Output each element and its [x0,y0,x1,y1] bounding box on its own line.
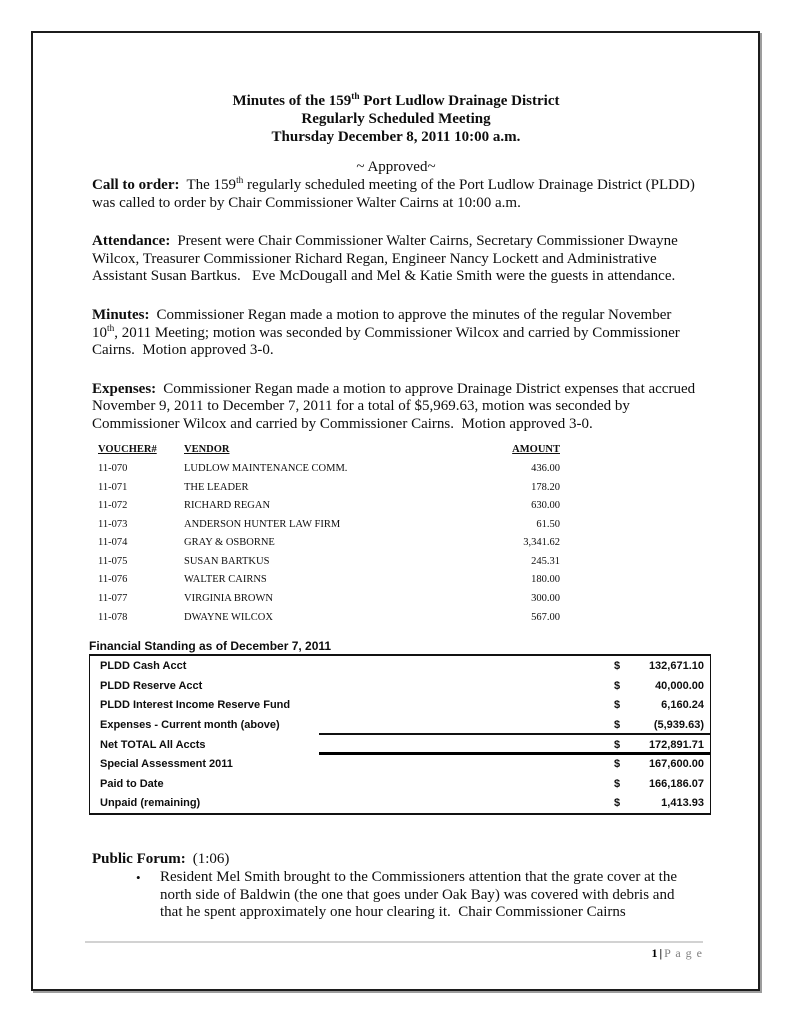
voucher-table [98,441,560,627]
currency-symbol: $ [614,738,621,751]
title-line-3: Thursday December 8, 2011 10:00 a.m. [271,129,521,145]
bullet-icon: • [136,870,141,886]
financial-row-label: Unpaid (remaining) [100,797,201,810]
vendor-name: THE LEADER [184,481,249,493]
vendor-name: DWAYNE WILCOX [184,611,273,623]
voucher-row [98,515,560,534]
financial-row-label: Net TOTAL All Accts [100,738,206,751]
currency-symbol: $ [614,758,621,771]
currency-symbol: $ [614,699,621,712]
document-content [31,31,760,922]
financial-row [90,735,710,755]
voucher-number: 11-078 [98,611,128,623]
attendance-label: Attendance: [92,233,171,250]
currency-symbol: $ [614,679,621,692]
financial-row [90,676,710,696]
currency-symbol: $ [614,797,621,810]
public-forum-heading [92,851,700,868]
attendance-paragraph: Attendance: Present were Chair Commissioner Walter Cairns, Secretary Commissioner Dwayne Wilcox, Treasurer Commissioner Richard Regan, Engineer Nancy Lockett and Administrative Assistant Susan Bartkus. Eve McDougall and Mel & Katie Smith were the guests in attendance. [92,233,682,285]
financial-row-label: Expenses - Current month (above) [100,719,280,732]
vendor-name: RICHARD REGAN [184,500,271,512]
public-forum-bullet [92,869,700,922]
voucher-amount: 178.20 [531,481,560,493]
vendor-name: VIRGINIA BROWN [184,593,273,605]
voucher-amount: 630.00 [531,500,560,512]
voucher-amount: 61.50 [536,518,560,530]
minutes-paragraph: Minutes: Commissioner Regan made a motion to approve the minutes of the regular November 10th, 2011 Meeting; motion was seconded by Commissioner Wilcox and carried by Commissioner Cairns. Motion approved 3-0. [92,306,684,359]
approved-stamp: ~ Approved~ [356,159,436,175]
ordinal-superscript: th [351,92,360,102]
expenses-paragraph: Expenses: Commissioner Regan made a motion to approve Drainage District expenses that accrued November 9, 2011 to December 7, 2011 for a total of $5,969.63, motion was seconded by Commissioner Wilcox and carried by Commissioner Cairns. Motion approved 3-0. [92,380,699,432]
financial-amount: 167,600.00 [648,758,704,771]
footer-pipe: | [659,946,663,960]
financial-standing-table [89,654,711,815]
voucher-row [98,478,560,497]
financial-amount: 172,891.71 [648,738,704,751]
vendor-name: ANDERSON HUNTER LAW FIRM [184,518,341,530]
financial-amount: 132,671.10 [648,660,704,673]
voucher-column-header: VOUCHER# [98,444,157,456]
financial-row-label: PLDD Cash Acct [100,660,187,673]
ordinal-superscript: th [107,323,115,334]
financial-row [90,754,710,774]
financial-amount: 166,186.07 [648,777,704,790]
document-title [92,92,700,146]
voucher-row [98,608,560,627]
minutes-label: Minutes: [92,306,150,323]
public-forum-label: Public Forum: [92,851,186,868]
currency-symbol: $ [614,777,621,790]
financial-amount: 40,000.00 [655,679,704,692]
title-line-2: Regularly Scheduled Meeting [301,111,491,127]
vendor-name: GRAY & OSBORNE [184,537,275,549]
voucher-number: 11-071 [98,481,128,493]
voucher-number: 11-076 [98,574,128,586]
voucher-amount: 300.00 [531,593,560,605]
bullet-text: Resident Mel Smith brought to the Commissioners attention that the grate cover at the north side of Baldwin (the one that goes under Oak Bay) was covered with debris and that he spent approximately one hour clearing it. Chair Commissioner Cairns [160,869,681,921]
voucher-row [98,552,560,571]
voucher-row [98,459,560,478]
voucher-number: 11-074 [98,537,128,549]
financial-row [90,774,710,794]
page-word: P a g e [664,946,703,960]
financial-row-label: PLDD Reserve Acct [100,679,203,692]
voucher-number: 11-077 [98,593,128,605]
voucher-row [98,571,560,590]
voucher-table-header [98,441,560,460]
currency-symbol: $ [614,719,621,732]
amount-column-header: AMOUNT [512,444,560,456]
financial-standing-title: Financial Standing as of December 7, 2011 [89,639,332,654]
public-forum-timestamp: (1:06) [192,851,230,868]
ordinal-superscript: th [236,176,244,186]
voucher-row [98,589,560,608]
voucher-amount: 436.00 [531,462,560,474]
financial-row-label: PLDD Interest Income Reserve Fund [100,699,291,712]
vendor-name: LUDLOW MAINTENANCE COMM. [184,462,348,474]
call-to-order-label: Call to order: [92,177,180,193]
title-line-1: Minutes of the 159th Port Ludlow Drainage District [232,92,560,109]
financial-row [90,715,710,735]
vendor-column-header: VENDOR [184,444,230,456]
page-number: 1 [651,946,658,960]
voucher-amount: 567.00 [531,611,560,623]
voucher-amount: 3,341.62 [523,537,560,549]
page-footer [85,941,703,961]
voucher-amount: 180.00 [531,574,560,586]
financial-row-label: Special Assessment 2011 [100,758,233,771]
voucher-amount: 245.31 [531,555,560,567]
financial-row [90,794,710,814]
vendor-name: SUSAN BARTKUS [184,555,270,567]
voucher-number: 11-070 [98,462,128,474]
financial-amount: 6,160.24 [661,699,704,712]
financial-row [90,696,710,716]
call-to-order-paragraph: Call to order: The 159th regularly scheduled meeting of the Port Ludlow Drainage District (PLDD) was called to order by Chair Commissioner Walter Cairns at 10:00 a.m. [92,176,699,211]
voucher-number: 11-073 [98,518,128,530]
financial-row [90,656,710,676]
financial-row-label: Paid to Date [100,777,164,790]
expenses-label: Expenses: [92,380,157,397]
footer-divider [85,941,703,943]
voucher-number: 11-075 [98,555,128,567]
footer-page-indicator [85,946,703,961]
financial-amount: (5,939.63) [653,719,704,732]
voucher-number: 11-072 [98,500,128,512]
financial-amount: 1,413.93 [661,797,704,810]
vendor-name: WALTER CAIRNS [184,574,267,586]
voucher-row [98,496,560,515]
voucher-row [98,534,560,553]
currency-symbol: $ [614,660,621,673]
